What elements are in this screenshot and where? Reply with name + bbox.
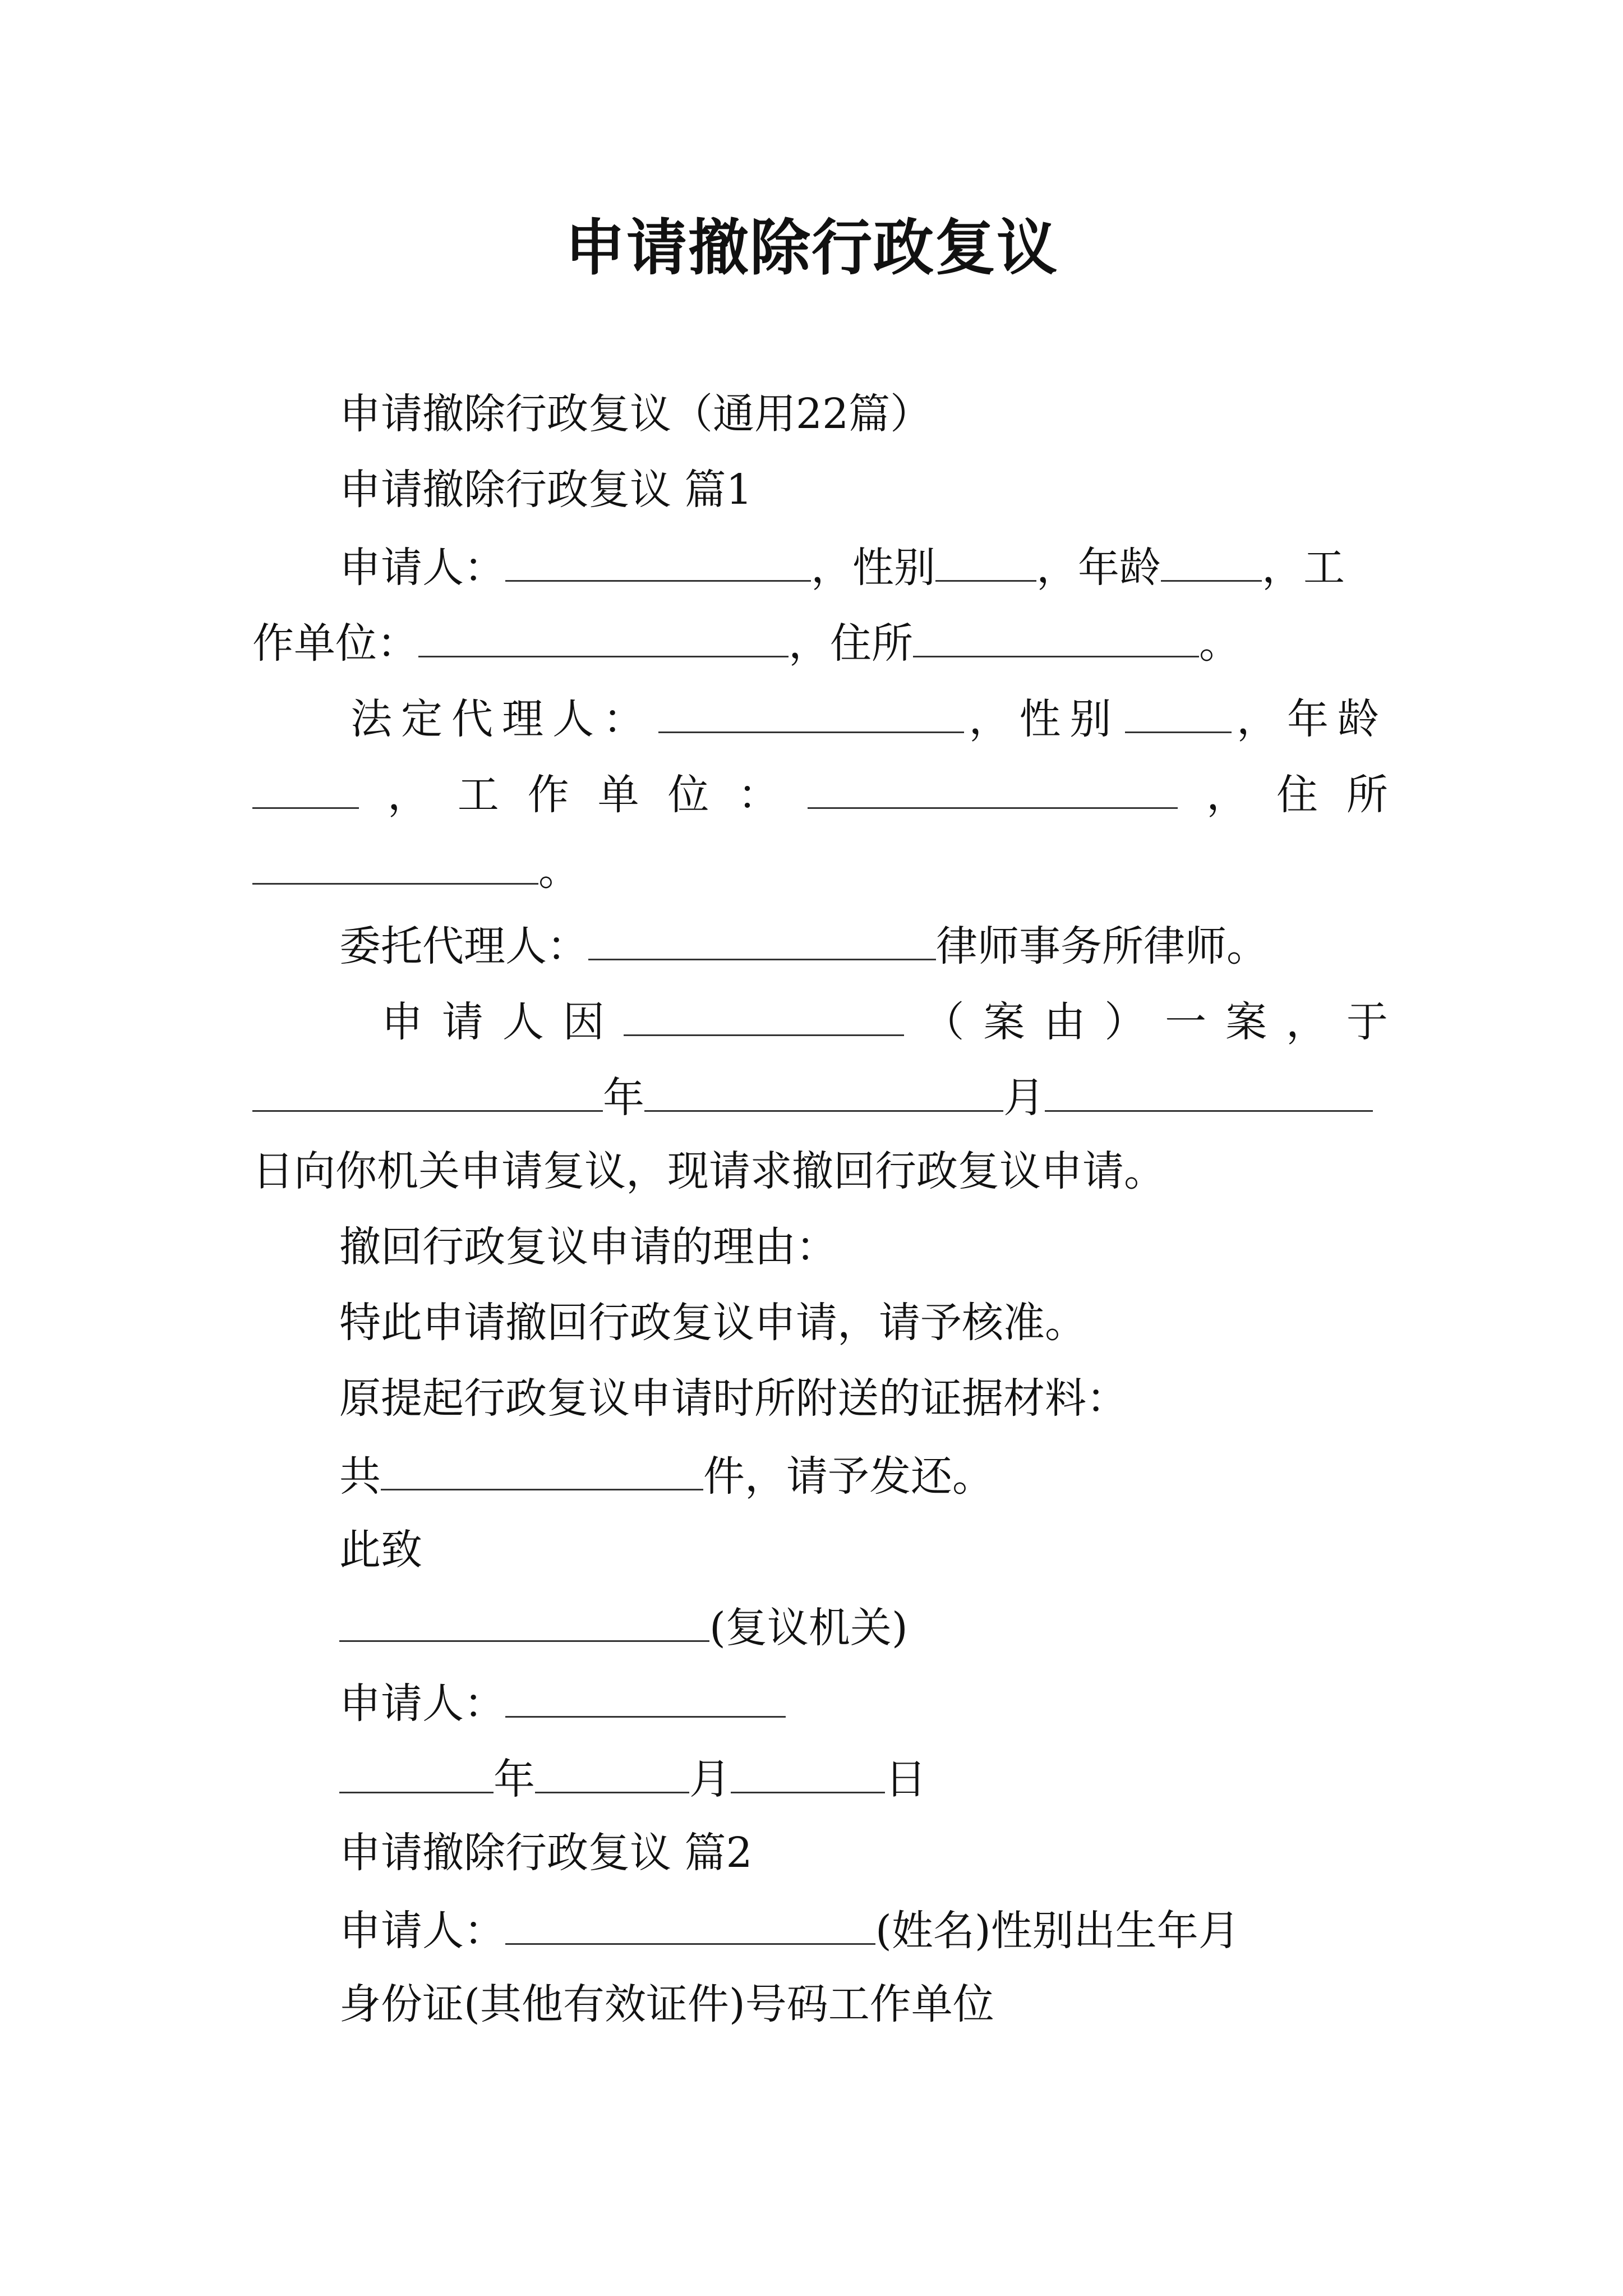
- agent-line: [339, 916, 1268, 974]
- work-unit-label: 作单位：: [252, 619, 418, 668]
- legal-rep-address-blank: [252, 840, 538, 885]
- age-label: ，年龄: [1036, 544, 1161, 592]
- address-blank: [913, 613, 1199, 657]
- legal-rep-line: [351, 689, 1388, 747]
- legal-rep-line-end: [252, 840, 580, 899]
- year-blank: [252, 1068, 603, 1112]
- legal-rep-gender-label: ，性别: [969, 695, 1121, 743]
- day-blank: [1045, 1068, 1373, 1112]
- count-prefix: 共: [339, 1452, 381, 1501]
- char: 所: [1346, 771, 1388, 819]
- sign-month-blank: [535, 1749, 689, 1793]
- char: 于: [1346, 998, 1388, 1046]
- char: 作: [527, 771, 569, 819]
- char: 工: [457, 771, 499, 819]
- period: 。: [1199, 619, 1241, 668]
- sign-day-blank: [731, 1749, 885, 1793]
- applicant2-label: 申请人：: [339, 1907, 505, 1955]
- sign-year-label: 年: [494, 1755, 535, 1803]
- authority-label: (复议机关): [709, 1604, 908, 1652]
- char: ，: [1285, 998, 1327, 1046]
- applicant2-suffix: (姓名)性别出生年月: [875, 1907, 1240, 1955]
- legal-rep-age-blank: [252, 765, 359, 809]
- reason-text: 撤回行政复议申请的理由：: [339, 1223, 837, 1271]
- char: 位: [667, 771, 709, 819]
- approve-text: 特此申请撤回行政复议申请，请予核准。: [339, 1299, 1086, 1347]
- address-label: ，住所: [789, 619, 913, 668]
- section-heading-2: 申请撤除行政复议 篇2: [339, 1829, 753, 1877]
- authority-line: [339, 1598, 908, 1656]
- date-line: [252, 1068, 1373, 1126]
- evidence-text: 原提起行政复议申请时所附送的证据材料：: [339, 1374, 1128, 1423]
- cause-blank: [624, 992, 904, 1036]
- sign-line: [339, 1673, 786, 1732]
- agent-label: 委托代理人：: [339, 922, 588, 970]
- year-label: 年: [603, 1074, 644, 1122]
- work-unit-blank: [418, 613, 789, 657]
- char: 申: [381, 998, 423, 1046]
- month-label: 月: [1003, 1074, 1045, 1122]
- char: 请: [441, 998, 483, 1046]
- legal-rep-label: 法定代理人：: [351, 695, 653, 743]
- cause-line: [381, 992, 1388, 1050]
- section-heading-1: 申请撤除行政复议 篇1: [339, 466, 753, 514]
- legal-rep-age-label: ，年龄: [1237, 695, 1388, 743]
- char: 住: [1276, 771, 1318, 819]
- char: 因: [562, 998, 605, 1046]
- id-line: 身份证(其他有效证件)号码工作单位: [339, 1980, 994, 2028]
- sign-year-blank: [339, 1749, 494, 1793]
- count-suffix: 件，请予发还。: [703, 1452, 994, 1501]
- period: 。: [538, 846, 580, 895]
- salute-text: 此致: [339, 1526, 422, 1574]
- age-blank: [1161, 537, 1262, 582]
- legal-rep-gender-blank: [1125, 689, 1232, 733]
- applicant-label: 申请人：: [339, 544, 505, 592]
- authority-blank: [339, 1598, 709, 1642]
- sign-blank: [505, 1673, 786, 1718]
- applicant-line-cont: [252, 613, 1241, 671]
- char: 人: [502, 998, 544, 1046]
- sign-day-label: 日: [885, 1755, 926, 1803]
- request-text: 日向你机关申请复议，现请求撤回行政复议申请。: [252, 1147, 1165, 1195]
- legal-rep-work-blank: [808, 765, 1178, 809]
- legal-rep-name-blank: [658, 689, 964, 733]
- char: 单: [597, 771, 639, 819]
- comma: ，: [1206, 771, 1248, 819]
- legal-rep-line-cont: [252, 765, 1388, 823]
- char: 案: [1225, 998, 1267, 1046]
- count-line: [339, 1446, 994, 1504]
- gender-blank: [935, 537, 1036, 582]
- month-blank: [644, 1068, 1003, 1112]
- agent-blank: [588, 916, 936, 960]
- char: ）: [1104, 998, 1146, 1046]
- sign-label: 申请人：: [339, 1680, 505, 1728]
- agent-suffix: 律师事务所律师。: [936, 922, 1268, 970]
- gender-label: ，性别: [811, 544, 935, 592]
- work-label-start: ，工: [1262, 544, 1345, 592]
- applicant2-blank: [505, 1901, 875, 1945]
- char: （: [923, 998, 965, 1046]
- subtitle: 申请撤除行政复议（通用22篇）: [339, 390, 932, 438]
- document-title: 申请撤除行政复议: [564, 213, 1058, 283]
- applicant-line: [339, 537, 1345, 596]
- count-blank: [381, 1446, 703, 1490]
- sign-month-label: 月: [689, 1755, 731, 1803]
- colon: ：: [737, 771, 780, 819]
- applicant2-line: [339, 1901, 1240, 1959]
- char: 案: [983, 998, 1025, 1046]
- char: 由: [1044, 998, 1086, 1046]
- comma: ，: [387, 771, 429, 819]
- sign-date-line: [339, 1749, 926, 1807]
- applicant-name-blank: [505, 537, 811, 582]
- char: 一: [1165, 998, 1207, 1046]
